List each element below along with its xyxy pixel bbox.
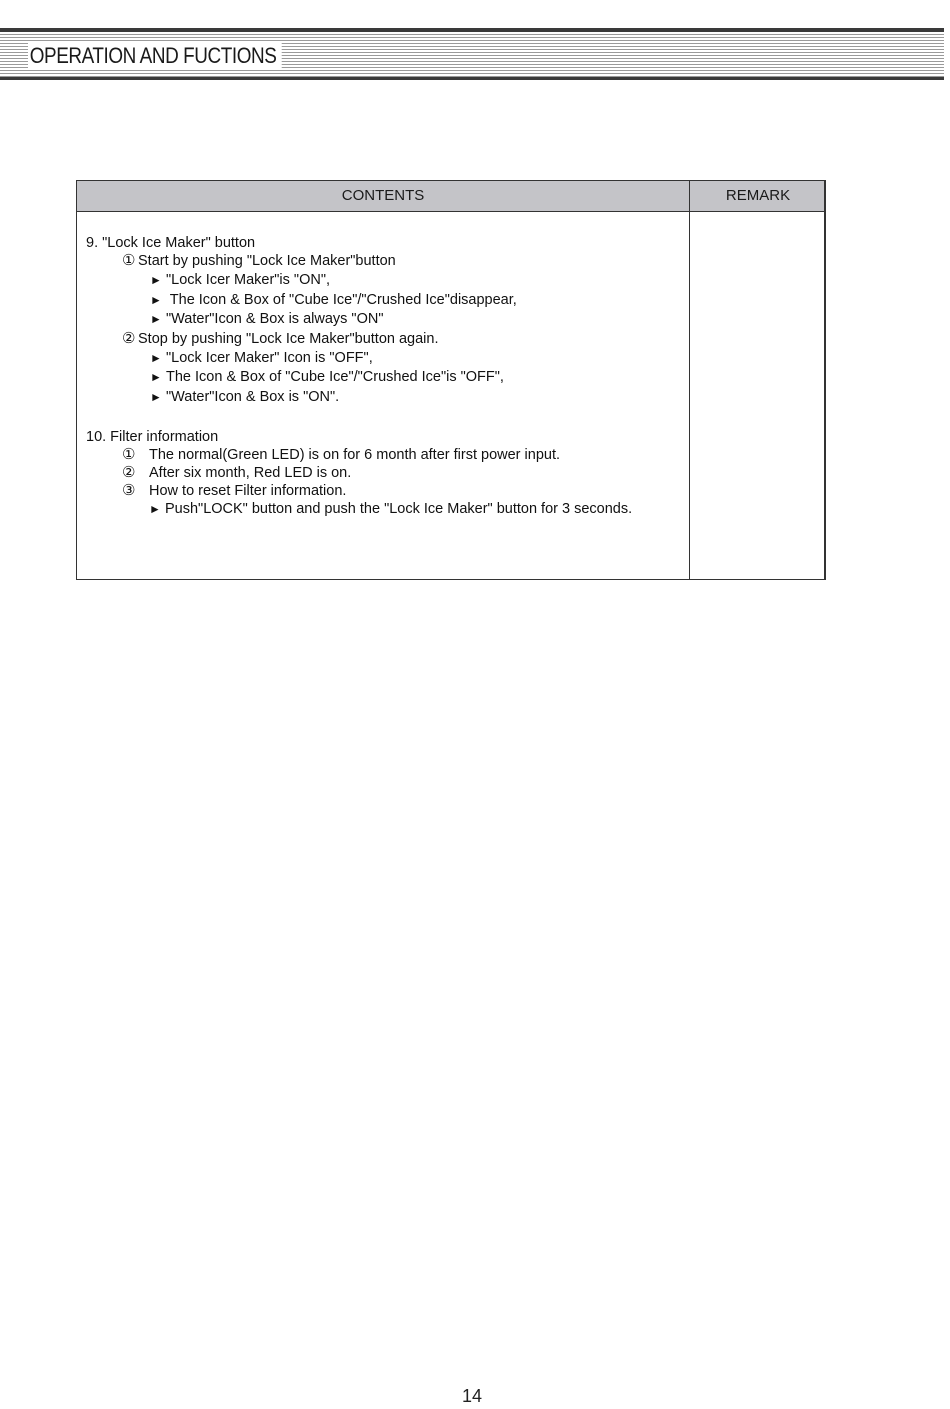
bullet-item: [150, 368, 504, 386]
step-number-1: ①: [122, 252, 136, 269]
arrow-right-icon: ►: [150, 312, 162, 326]
section-title: OPERATION AND FUCTIONS: [28, 43, 282, 69]
bullet-text: "Lock Icer Maker"is "ON",: [166, 272, 331, 288]
section-heading-filter-information: 10. Filter information: [86, 429, 219, 445]
bullet-text: "Lock Icer Maker" Icon is "OFF",: [166, 350, 373, 366]
step-number-2: ②: [122, 464, 136, 481]
arrow-right-icon: ►: [150, 370, 162, 384]
bullet-item: [150, 349, 373, 367]
step-item: [122, 446, 560, 464]
step-text: After six month, Red LED is on.: [149, 465, 352, 481]
bullet-text: Push"LOCK" button and push the "Lock Ice Maker" button for 3 seconds.: [165, 501, 633, 517]
bullet-item: [149, 500, 632, 518]
bullet-text: The Icon & Box of "Cube Ice"/"Crushed Ice"is "OFF",: [166, 369, 504, 385]
bullet-item: [150, 388, 339, 406]
bullet-text: The Icon & Box of "Cube Ice"/"Crushed Ice"disappear,: [166, 292, 517, 308]
step-number-2: ②: [122, 330, 136, 347]
arrow-right-icon: ►: [150, 351, 162, 365]
arrow-right-icon: ►: [150, 273, 162, 287]
step-item: [122, 252, 396, 270]
column-header-remark: REMARK: [689, 181, 826, 211]
contents-table: [76, 180, 826, 580]
step-number-3: ③: [122, 482, 136, 499]
step-item: [122, 464, 351, 482]
bullet-text: "Water"Icon & Box is always "ON": [166, 311, 384, 327]
step-text: How to reset Filter information.: [149, 483, 347, 499]
column-divider: [689, 211, 690, 579]
step-item: [122, 330, 438, 348]
arrow-right-icon: ►: [149, 502, 161, 516]
arrow-right-icon: ►: [150, 390, 162, 404]
bullet-item: [150, 271, 330, 289]
table-header-row: [77, 181, 824, 212]
step-text: The normal(Green LED) is on for 6 month after first power input.: [149, 447, 561, 463]
arrow-right-icon: ►: [150, 293, 162, 307]
bullet-item: [150, 310, 383, 328]
section-heading-lock-ice-maker: 9. "Lock Ice Maker" button: [86, 235, 256, 251]
step-number-1: ①: [122, 446, 136, 463]
step-item: [122, 482, 346, 500]
page-number: 14: [461, 1386, 483, 1406]
section-header-band: [0, 28, 944, 80]
step-text: Start by pushing "Lock Ice Maker"button: [138, 253, 396, 269]
contents-cell: [77, 212, 689, 579]
bullet-text: "Water"Icon & Box is "ON".: [166, 389, 340, 405]
step-text: Stop by pushing "Lock Ice Maker"button again.: [138, 331, 439, 347]
bullet-item: [150, 291, 517, 309]
column-header-contents: CONTENTS: [341, 187, 425, 204]
